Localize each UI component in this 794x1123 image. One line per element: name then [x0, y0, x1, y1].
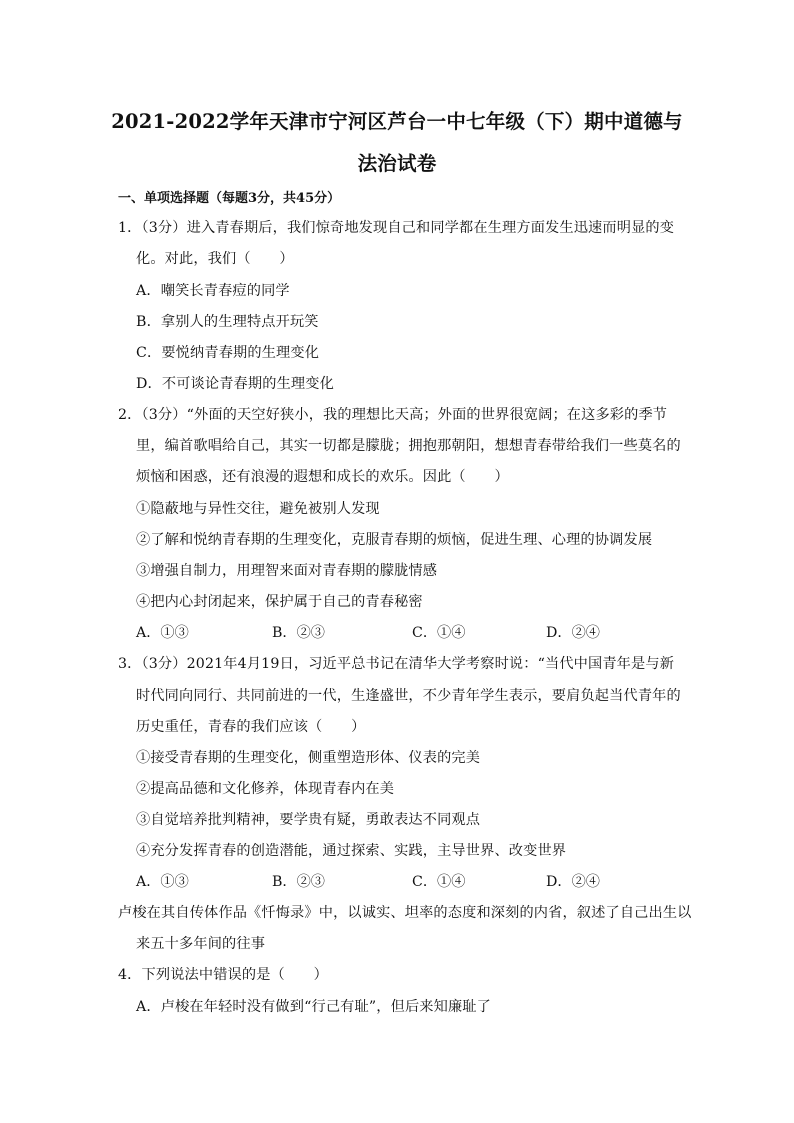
question-1-line2: 化。对此，我们（ ）	[136, 251, 294, 267]
question-3-line2: 时代同向同行、共同前进的一代，生逢盛世，不少青年学生表示，要肩负起当代青年的	[136, 688, 681, 704]
question-3-line1: 3．（3分）2021年4月19日，习近平总书记在清华大学考察时说：“当代中国青年是与新	[118, 656, 675, 672]
question-3-choice-d: D．②④	[546, 874, 600, 890]
question-2-statement-2: ②了解和悦纳青春期的生理变化，克服青春期的烦恼，促进生理、心理的协调发展	[136, 532, 653, 548]
question-3-statement-3: ③自觉培养批判精神，要学贵有疑，勇敢表达不同观点	[136, 812, 481, 828]
question-3-statement-2: ②提高品德和文化修养，体现青春内在美	[136, 781, 395, 797]
question-3-statement-4: ④充分发挥青春的创造潜能，通过探索、实践，主导世界、改变世界	[136, 843, 567, 859]
passage-line1: 卢梭在其自传体作品《忏悔录》中，以诚实、坦率的态度和深刻的内省，叙述了自己出生以	[118, 905, 692, 921]
question-2-choice-c: C．①④	[412, 625, 466, 641]
question-2-choice-a: A．①③	[136, 625, 189, 641]
question-2-choice-b: B．②③	[272, 625, 325, 641]
question-2-statement-4: ④把内心封闭起来，保护属于自己的青春秘密	[136, 594, 423, 610]
question-4-option-a: A．卢梭在年轻时没有做到“行己有耻”，但后来知廉耻了	[136, 999, 491, 1015]
question-1-option-b: B．拿别人的生理特点开玩笑	[136, 314, 319, 330]
question-4-line1: 4．下列说法中错误的是（ ）	[118, 967, 328, 983]
question-3-choice-a: A．①③	[136, 874, 189, 890]
document-title-line1: 2021-2022学年天津市宁河区芦台一中七年级（下）期中道德与	[111, 110, 683, 133]
question-3-choice-c: C．①④	[412, 874, 466, 890]
question-1-option-d: D．不可谈论青春期的生理变化	[136, 376, 334, 392]
section-heading: 一、单项选择题（每题3分，共45分）	[118, 191, 341, 206]
question-2-line3: 烦恼和困惑，还有浪漫的遐想和成长的欢乐。因此（ ）	[136, 469, 509, 485]
passage-line2: 来五十多年间的往事	[136, 936, 266, 952]
question-2-line2: 里，编首歌唱给自己，其实一切都是朦胧；拥抱那朝阳，想想青春带给我们一些莫名的	[136, 438, 681, 454]
question-2-choice-d: D．②④	[546, 625, 600, 641]
question-2-line1: 2．（3分）“外面的天空好狭小，我的理想比天高；外面的世界很宽阔；在这多彩的季节	[118, 407, 668, 423]
question-2-statement-3: ③增强自制力，用理智来面对青春期的朦胧情感	[136, 563, 438, 579]
document-title-line2: 法治试卷	[357, 152, 437, 175]
question-3-choice-b: B．②③	[272, 874, 325, 890]
question-1-line1: 1．（3分）进入青春期后，我们惊奇地发现自己和同学都在生理方面发生迅速而明显的变	[118, 220, 675, 236]
question-1-option-c: C．要悦纳青春期的生理变化	[136, 345, 320, 361]
question-2-statement-1: ①隐蔽地与异性交往，避免被别人发现	[136, 501, 380, 517]
question-3-line3: 历史重任，青春的我们应该（ ）	[136, 719, 366, 735]
question-1-option-a: A．嘲笑长青春痘的同学	[136, 283, 290, 299]
question-3-statement-1: ①接受青春期的生理变化，侧重塑造形体、仪表的完美	[136, 750, 481, 766]
